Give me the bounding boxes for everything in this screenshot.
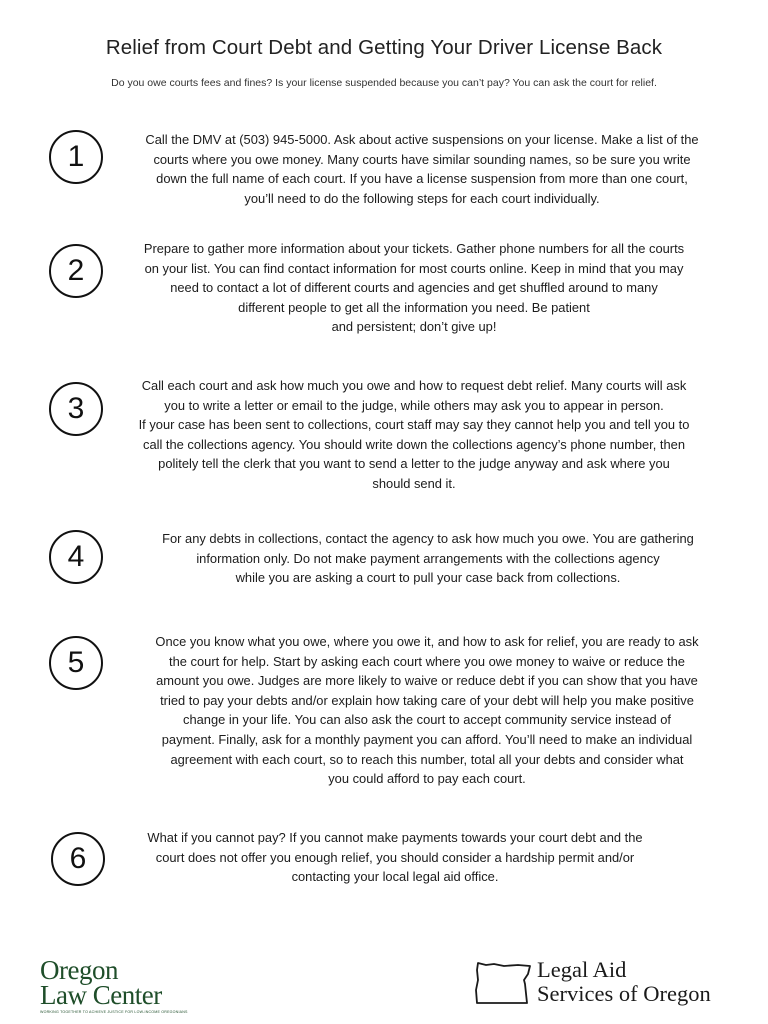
step-number-circle: 1 bbox=[49, 130, 103, 184]
step-number-circle: 5 bbox=[49, 636, 103, 690]
step-text: Once you know what you owe, where you owe it, and how to ask for relief, you are ready to ask the court for help. Start by asking each court where you owe money to waive or reduce the amount you owe. Judges are more likely to waive or reduce debt if you can show that you have tried to pay your debts and/or explain how taking care of your debt will help you make positive change in your life. You can also ask the court to accept community service instead of payment. Finally, ask for a monthly payment you can afford. You’ll need to make an individual agreement with each court, so to reach this number, total all your debts and consider what you could afford to pay each court. bbox=[155, 634, 699, 787]
page-title: Relief from Court Debt and Getting Your Driver License Back bbox=[105, 36, 663, 59]
step-number-circle: 3 bbox=[49, 382, 103, 436]
logo-line: Law Center bbox=[40, 980, 162, 1010]
step-text: What if you cannot pay? If you cannot make payments towards your court debt and the court does not offer you enough relief, you should consider a hardship permit and/or contacting your local legal aid office. bbox=[147, 830, 643, 885]
logo-tagline: WORKING TOGETHER TO ACHIEVE JUSTICE FOR LOW-INCOME OREGONIANS bbox=[40, 1010, 188, 1014]
step-number-circle: 4 bbox=[49, 530, 103, 584]
step-text: Prepare to gather more information about your tickets. Gather phone numbers for all the courts on your list. You can find contact information for most courts online. Keep in mind that you may need to contact a lot of different courts and agencies and get shuffled around to many different people to get all the information you need. Be patient and persistent; don’t give up! bbox=[143, 241, 685, 335]
oregon-state-outline-icon bbox=[474, 960, 534, 1006]
step-number-circle: 2 bbox=[49, 244, 103, 298]
legal-aid-services-logo bbox=[474, 958, 734, 1010]
page-subtitle: Do you owe courts fees and fines? Is your license suspended because you can’t pay? You can ask the court for relief. bbox=[111, 77, 657, 89]
step-text: Call each court and ask how much you owe and how to request debt relief. Many courts will ask you to write a letter or email to the judge, while others may ask you to appear in person. If your case has been sent to collections, court staff may say they cannot help you and tell you to call the collections agency. You should write down the collections agency’s phone number, then politely tell the clerk that you want to send a letter to the judge anyway and ask where you should send it. bbox=[138, 378, 690, 491]
step-text: Call the DMV at (503) 945-5000. Ask about active suspensions on your license. Make a list of the courts where you owe money. Many courts have similar sounding names, so be sure you write down the full name of each court. If you have a license suspension from more than one court, you’ll need to do the following steps for each court individually. bbox=[145, 132, 699, 206]
step-text: For any debts in collections, contact the agency to ask how much you owe. You are gathering information only. Do not make payment arrangements with the collections agency while you are asking a court to pull your case back from collections. bbox=[162, 531, 694, 586]
oregon-law-center-logo bbox=[40, 955, 190, 1014]
logo-line: Oregon bbox=[40, 955, 118, 985]
step-number-circle: 6 bbox=[51, 832, 105, 886]
legal-aid-name: Legal Aid Services of Oregon bbox=[537, 957, 711, 1006]
